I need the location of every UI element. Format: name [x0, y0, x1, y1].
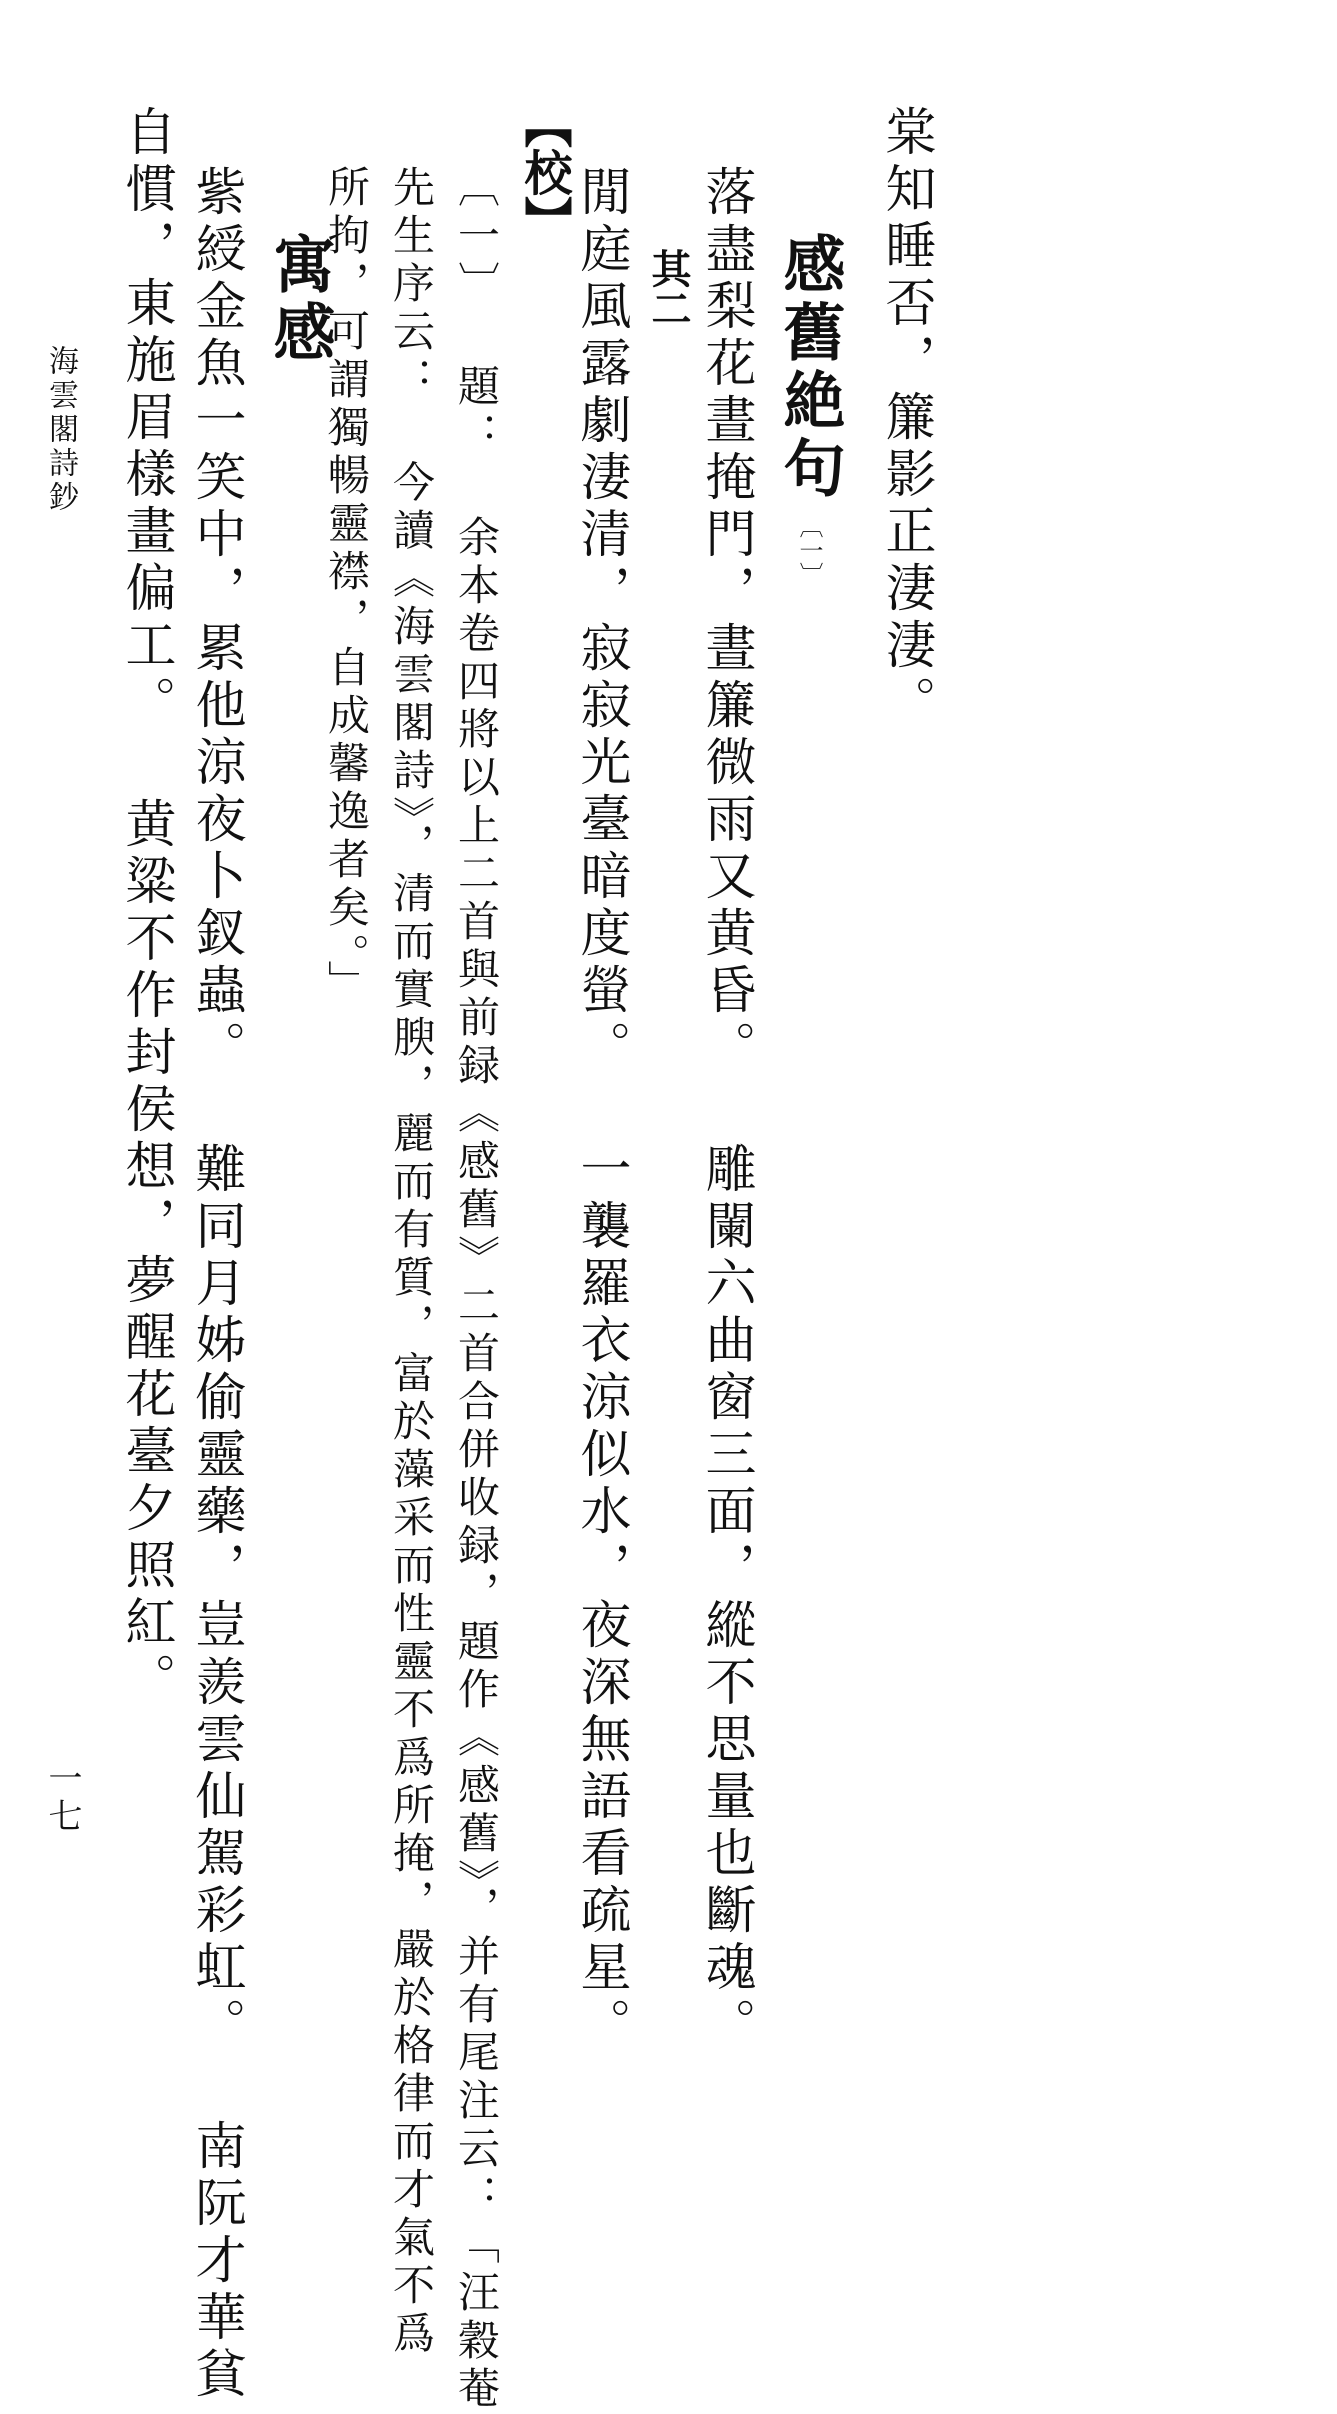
poem-line: 閒庭風露劇淒清，寂寂光臺暗度螢。 一襲羅衣涼似水，夜深無語看疏星。	[571, 165, 630, 2054]
poem-title-text: 感舊絶句	[773, 232, 846, 504]
poem-line: 落盡梨花晝掩門，晝簾微雨又黄昏。 雕闌六曲窗三面，縱不思量也斷魂。	[696, 165, 755, 2054]
poem-title-gan-jiu	[773, 232, 846, 586]
prev-poem-ending: 棠知睡否，簾影正淒淒。	[876, 105, 935, 732]
poem-line: 自慣，東施眉樣畫偏工。 黄粱不作封侯想，夢醒花臺夕照紅。	[116, 105, 175, 1709]
collation-label: 【校】	[516, 100, 572, 244]
poem-title-yu-gan: 寓感	[263, 232, 336, 368]
collation-note-line: 先生序云： 今讀《海雲閣詩》，清而實腴，麗而有質，富於藻采而性靈不爲所掩，嚴於格律而才氣不爲	[387, 165, 436, 2359]
poem-line: 紫綬金魚一笑中，累他涼夜卜釵蟲。 難同月姊偷靈藥，豈羨雲仙駕彩虹。 南阮才華貧	[186, 165, 245, 2404]
running-book-title: 海雲閣詩鈔	[43, 345, 78, 515]
poem-subtitle-qi-er: 其二	[645, 248, 692, 328]
collation-note-line: 所拘，可謂獨暢靈襟，自成馨逸者矣。」	[322, 165, 371, 1008]
page-number: 一七	[42, 1760, 82, 1836]
note-reference-marker: 〔一〕	[795, 514, 823, 586]
collation-note-line: 〔一〕 題： 余本卷四將以上二首與前録《感舊》二首合併收録，題作《感舊》，并有尾注云：「汪穀菴	[452, 165, 501, 2414]
